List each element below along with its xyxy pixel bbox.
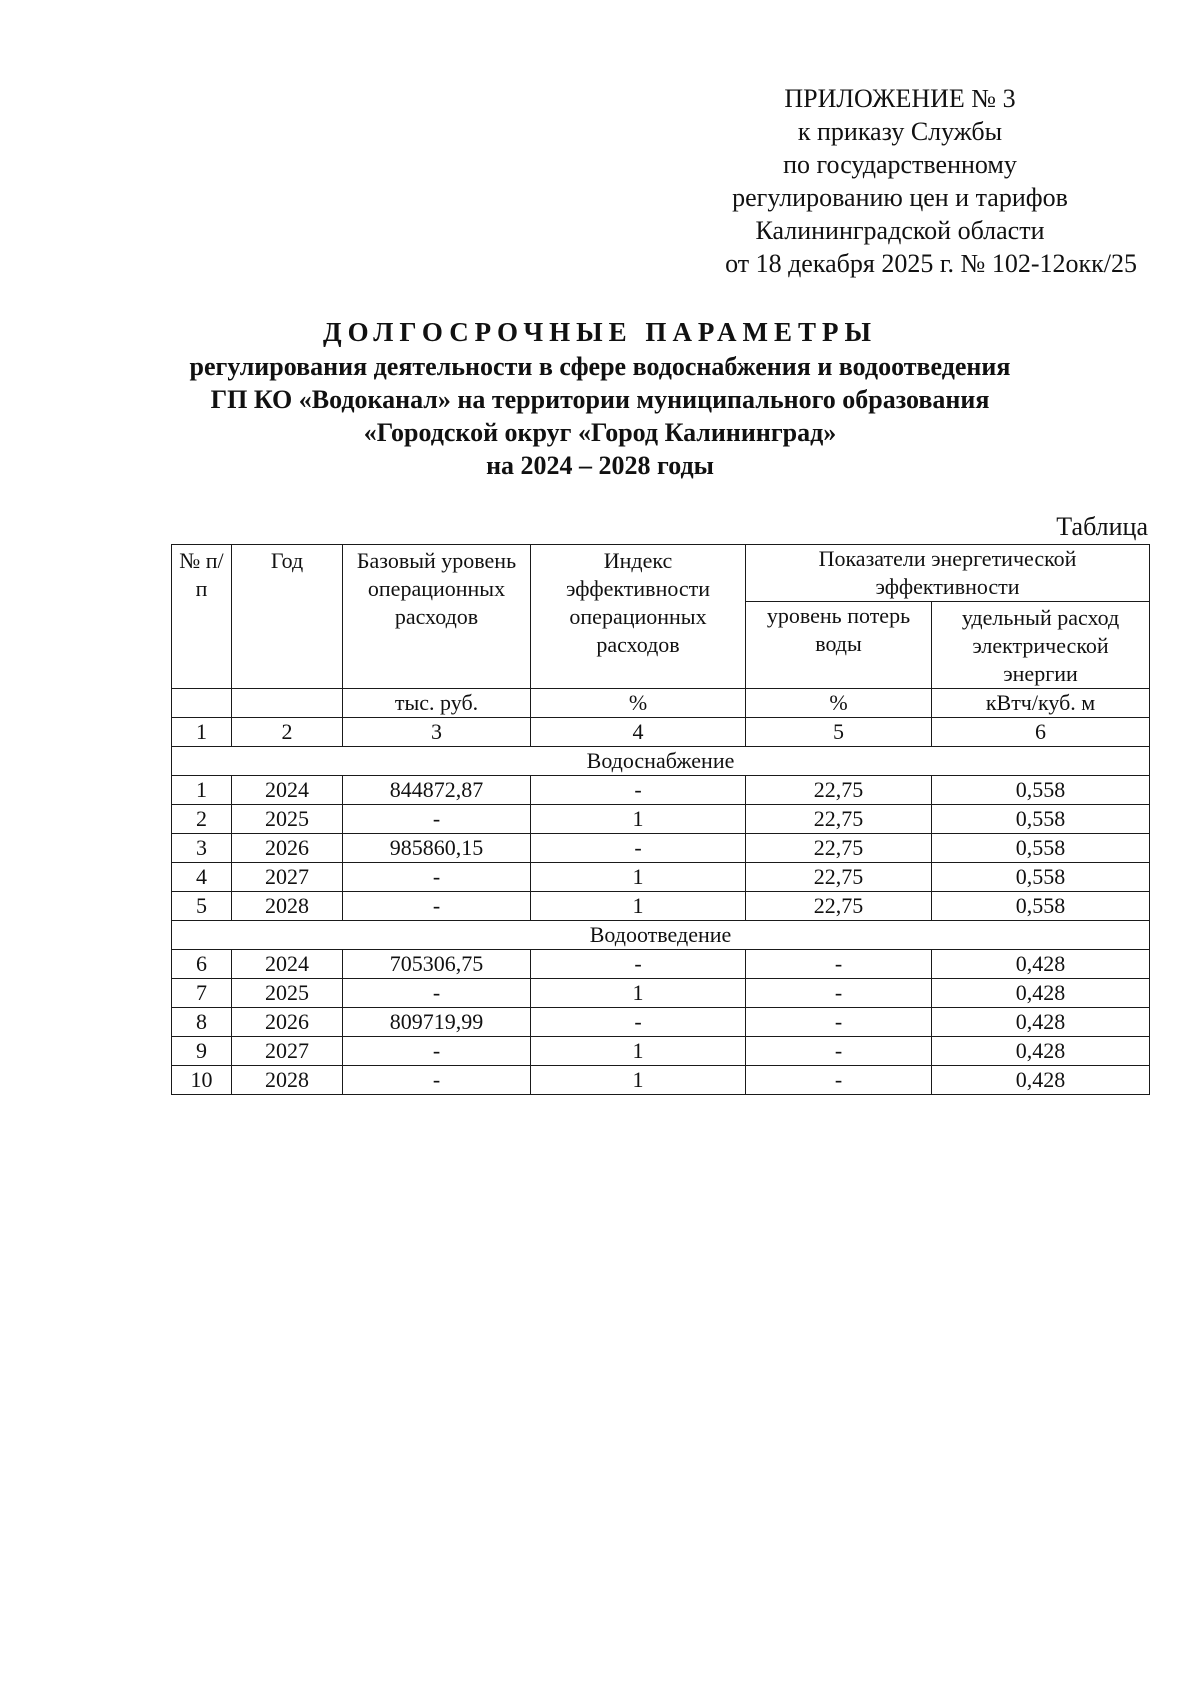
appendix-line-5: Калининградской области bbox=[755, 216, 1045, 245]
table-cell: 2026 bbox=[232, 834, 343, 863]
table-cell: - bbox=[343, 863, 531, 892]
table-cell: 0,428 bbox=[932, 950, 1150, 979]
column-number: 5 bbox=[746, 718, 932, 747]
header-efficiency-index: Индекс эффективности операционных расходов bbox=[531, 545, 746, 689]
table-row bbox=[172, 979, 1150, 1008]
appendix-line-4: регулированию цен и тарифов bbox=[732, 183, 1068, 212]
table-cell: 7 bbox=[172, 979, 232, 1008]
table-cell: - bbox=[746, 1066, 932, 1095]
unit-num bbox=[172, 689, 232, 718]
table-cell: 0,558 bbox=[932, 892, 1150, 921]
header-energy-group: Показатели энергетической эффективности bbox=[746, 545, 1150, 602]
table-cell: 844872,87 bbox=[343, 776, 531, 805]
main-title: ДОЛГОСРОЧНЫЕ ПАРАМЕТРЫ bbox=[323, 317, 877, 347]
table-cell: 1 bbox=[531, 805, 746, 834]
subtitle-line-3: «Городской округ «Город Калининград» bbox=[363, 418, 837, 447]
table-cell: 705306,75 bbox=[343, 950, 531, 979]
table-cell: 22,75 bbox=[746, 834, 932, 863]
table-row bbox=[172, 805, 1150, 834]
header-year: Год bbox=[232, 545, 343, 689]
table-cell: - bbox=[343, 805, 531, 834]
table-cell: 1 bbox=[531, 979, 746, 1008]
table-cell: 2025 bbox=[232, 979, 343, 1008]
table-row bbox=[172, 1037, 1150, 1066]
section-title: Водоотведение bbox=[172, 921, 1150, 950]
table-row bbox=[172, 892, 1150, 921]
table-cell: 985860,15 bbox=[343, 834, 531, 863]
table-cell: - bbox=[746, 1037, 932, 1066]
column-number: 1 bbox=[172, 718, 232, 747]
appendix-header bbox=[640, 82, 1160, 280]
subtitle-line-1: регулирования деятельности в сфере водоснабжения и водоотведения bbox=[189, 352, 1011, 381]
table-row bbox=[172, 1066, 1150, 1095]
column-number: 6 bbox=[932, 718, 1150, 747]
table-cell: 1 bbox=[531, 892, 746, 921]
table-cell: - bbox=[531, 950, 746, 979]
parameters-table bbox=[171, 544, 1150, 1095]
unit-year bbox=[232, 689, 343, 718]
table-cell: - bbox=[746, 979, 932, 1008]
table-cell: 2024 bbox=[232, 776, 343, 805]
table-cell: 809719,99 bbox=[343, 1008, 531, 1037]
table-cell: 1 bbox=[531, 1037, 746, 1066]
table-row bbox=[172, 776, 1150, 805]
table-cell: - bbox=[343, 979, 531, 1008]
table-cell: 0,558 bbox=[932, 863, 1150, 892]
table-cell: 22,75 bbox=[746, 892, 932, 921]
header-base-level: Базовый уровень операционных расходов bbox=[343, 545, 531, 689]
table-cell: 2027 bbox=[232, 863, 343, 892]
table-cell: 2024 bbox=[232, 950, 343, 979]
unit-water-loss: % bbox=[746, 689, 932, 718]
table-cell: 22,75 bbox=[746, 776, 932, 805]
appendix-line-3: по государственному bbox=[783, 150, 1017, 179]
header-num: № п/п bbox=[172, 545, 232, 689]
table-row bbox=[172, 950, 1150, 979]
header-row-1 bbox=[172, 545, 1150, 602]
table-cell: - bbox=[531, 776, 746, 805]
table-cell: 2028 bbox=[232, 1066, 343, 1095]
table-cell: - bbox=[531, 834, 746, 863]
table-cell: 0,558 bbox=[932, 776, 1150, 805]
table-cell: 0,428 bbox=[932, 979, 1150, 1008]
table-cell: 5 bbox=[172, 892, 232, 921]
document-title bbox=[60, 314, 1140, 482]
column-number: 3 bbox=[343, 718, 531, 747]
section-row bbox=[172, 921, 1150, 950]
units-row bbox=[172, 689, 1150, 718]
table-row bbox=[172, 1008, 1150, 1037]
subtitle-line-4: на 2024 – 2028 годы bbox=[486, 451, 714, 480]
unit-electricity: кВтч/куб. м bbox=[932, 689, 1150, 718]
table-cell: 0,428 bbox=[932, 1037, 1150, 1066]
subtitle-line-2: ГП КО «Водоканал» на территории муниципального образования bbox=[210, 385, 990, 414]
table-cell: 6 bbox=[172, 950, 232, 979]
table-label: Таблица bbox=[1056, 512, 1148, 541]
table-cell: 0,558 bbox=[932, 834, 1150, 863]
appendix-line-1: ПРИЛОЖЕНИЕ № 3 bbox=[784, 84, 1016, 113]
table-cell: 0,428 bbox=[932, 1008, 1150, 1037]
section-title: Водоснабжение bbox=[172, 747, 1150, 776]
table-cell: 1 bbox=[531, 863, 746, 892]
table-cell: - bbox=[531, 1008, 746, 1037]
table-cell: 2027 bbox=[232, 1037, 343, 1066]
table-cell: - bbox=[746, 950, 932, 979]
table-cell: 0,428 bbox=[932, 1066, 1150, 1095]
column-number: 2 bbox=[232, 718, 343, 747]
header-electricity: удельный расход электрической энергии bbox=[932, 602, 1150, 689]
table-cell: 22,75 bbox=[746, 863, 932, 892]
table-cell: - bbox=[746, 1008, 932, 1037]
unit-index: % bbox=[531, 689, 746, 718]
table-cell: 8 bbox=[172, 1008, 232, 1037]
table-cell: 22,75 bbox=[746, 805, 932, 834]
column-numbers-row bbox=[172, 718, 1150, 747]
column-number: 4 bbox=[531, 718, 746, 747]
table-cell: 10 bbox=[172, 1066, 232, 1095]
table-cell: 0,558 bbox=[932, 805, 1150, 834]
appendix-line-2: к приказу Службы bbox=[797, 117, 1003, 146]
table-cell: 3 bbox=[172, 834, 232, 863]
table-row bbox=[172, 863, 1150, 892]
table-cell: - bbox=[343, 892, 531, 921]
table-cell: - bbox=[343, 1066, 531, 1095]
table-cell: 2025 bbox=[232, 805, 343, 834]
unit-base: тыс. руб. bbox=[343, 689, 531, 718]
table-cell: - bbox=[343, 1037, 531, 1066]
table-cell: 1 bbox=[531, 1066, 746, 1095]
table-cell: 2 bbox=[172, 805, 232, 834]
table-cell: 9 bbox=[172, 1037, 232, 1066]
header-water-loss: уровень потерь воды bbox=[746, 602, 932, 689]
appendix-line-6: от 18 декабря 2025 г. № 102-12окк/25 bbox=[725, 249, 1137, 278]
section-row bbox=[172, 747, 1150, 776]
table-cell: 4 bbox=[172, 863, 232, 892]
table-row bbox=[172, 834, 1150, 863]
table-cell: 1 bbox=[172, 776, 232, 805]
table-cell: 2026 bbox=[232, 1008, 343, 1037]
table-cell: 2028 bbox=[232, 892, 343, 921]
